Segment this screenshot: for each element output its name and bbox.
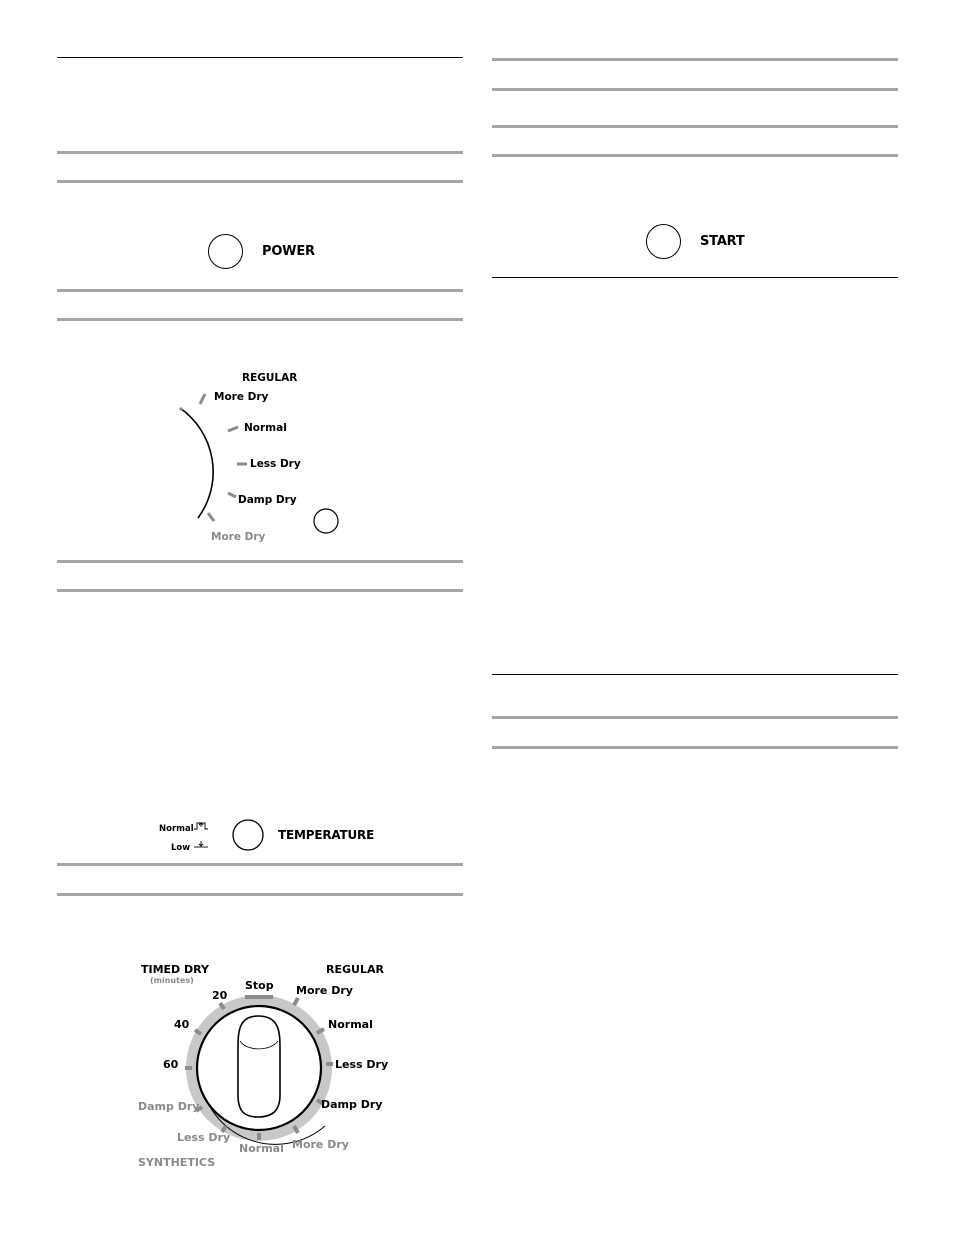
high-heat-icon — [194, 823, 208, 829]
dial-mark-label: Normal — [244, 422, 287, 434]
section-rule — [57, 589, 463, 592]
dial-arc-cap — [180, 408, 182, 410]
section-rule — [492, 746, 898, 749]
regular-mark-label: More Dry — [296, 984, 353, 997]
synthetics-heading: SYNTHETICS — [138, 1156, 216, 1169]
regular-heading: REGULAR — [326, 963, 384, 976]
section-rule — [57, 893, 463, 896]
dial-tick — [200, 394, 205, 404]
section-rule — [492, 125, 898, 128]
dial-mark-label: More Dry — [214, 391, 269, 403]
start-label: START — [700, 234, 745, 249]
dial-tick — [228, 427, 238, 431]
power-button[interactable] — [208, 234, 243, 269]
knob-grip[interactable] — [238, 1016, 280, 1117]
section-rule — [57, 289, 463, 292]
section-rule — [57, 180, 463, 183]
dial-mark-label: Damp Dry — [238, 494, 297, 506]
temperature-label: TEMPERATURE — [278, 828, 375, 842]
temperature-button[interactable] — [233, 820, 263, 850]
stop-label: Stop — [245, 979, 274, 992]
section-rule — [492, 58, 898, 61]
section-rule — [57, 318, 463, 321]
timed-dry-unit: (minutes) — [150, 976, 194, 985]
synthetics-mark-label: Less Dry — [177, 1131, 231, 1144]
dial-heading: REGULAR — [242, 372, 298, 384]
section-rule — [57, 560, 463, 563]
section-rule — [57, 863, 463, 866]
cycle-knob-figure — [120, 955, 420, 1180]
dial-tick — [208, 513, 214, 521]
dial-arc — [180, 408, 213, 518]
regular-mark-label: Damp Dry — [321, 1098, 383, 1111]
regular-mark-label: Less Dry — [335, 1058, 389, 1071]
synthetics-mark-label: Damp Dry — [138, 1100, 200, 1113]
dial-mark-label: Less Dry — [250, 458, 301, 470]
minutes-label: 60 — [163, 1058, 179, 1071]
dial-tick — [228, 493, 236, 497]
section-rule — [492, 154, 898, 157]
dial-indicator-button[interactable] — [314, 509, 338, 533]
dryness-dial-figure — [150, 360, 370, 555]
regular-mark-label: Normal — [328, 1018, 373, 1031]
temperature-option-normal: Normal — [159, 824, 194, 834]
section-rule — [492, 88, 898, 91]
dial-mark-label: More Dry — [211, 531, 266, 543]
section-rule — [492, 716, 898, 719]
power-label: POWER — [262, 244, 315, 259]
timed-dry-heading: TIMED DRY — [141, 963, 209, 976]
section-rule — [492, 277, 898, 278]
synthetics-mark-label: More Dry — [292, 1138, 349, 1151]
minutes-label: 20 — [212, 989, 228, 1002]
start-button[interactable] — [646, 224, 681, 259]
section-rule — [57, 57, 463, 58]
low-heat-icon — [194, 841, 208, 847]
section-rule — [57, 151, 463, 154]
temperature-option-low: Low — [171, 843, 191, 853]
minutes-label: 40 — [174, 1018, 190, 1031]
synthetics-mark-label: Normal — [239, 1142, 284, 1155]
section-rule — [492, 674, 898, 675]
